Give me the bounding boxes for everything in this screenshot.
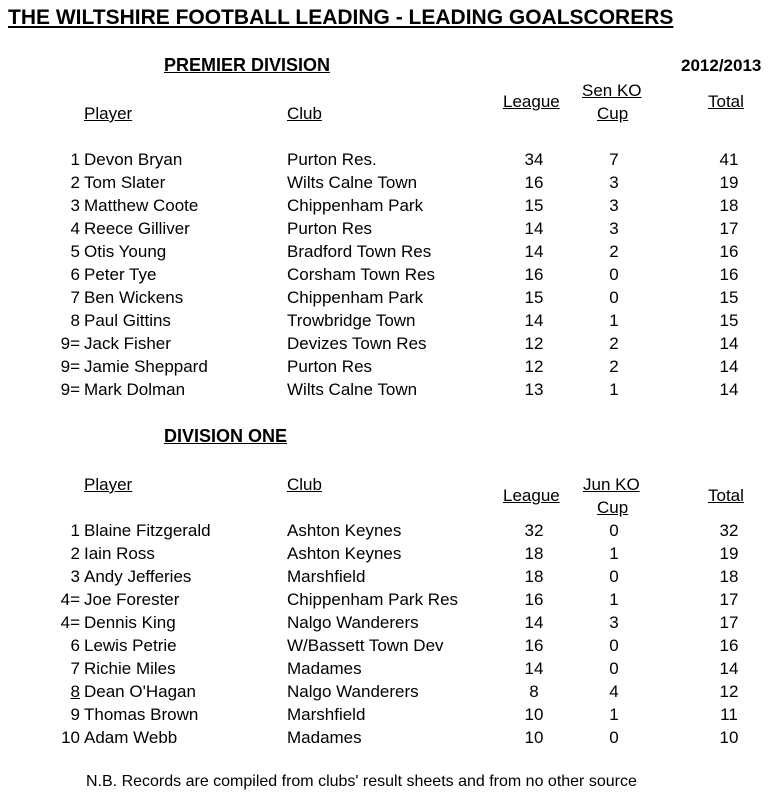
premier-division-heading: PREMIER DIVISION [164, 55, 331, 75]
cup-goals-cell: 3 [609, 196, 619, 215]
total-goals-cell: 17 [719, 219, 739, 238]
player-cell: Jack Fisher [84, 334, 171, 353]
club-cell: Bradford Town Res [287, 242, 432, 261]
cup-goals-cell: 0 [609, 265, 619, 284]
player-cell: Matthew Coote [84, 196, 199, 215]
club-cell: Ashton Keynes [287, 521, 402, 540]
club-cell: Chippenham Park [287, 196, 424, 215]
club-cell: Nalgo Wanderers [287, 613, 419, 632]
club-cell: Nalgo Wanderers [287, 682, 419, 701]
league-goals-cell: 13 [524, 380, 544, 399]
club-cell: Purton Res [287, 219, 373, 238]
total-goals-cell: 15 [719, 288, 739, 307]
league-goals-cell: 18 [524, 544, 544, 563]
premier-col-league: League [503, 92, 560, 111]
total-goals-cell: 14 [719, 380, 739, 399]
player-cell: Andy Jefferies [84, 567, 192, 586]
div1-col-club: Club [287, 475, 322, 494]
club-cell: Madames [287, 728, 362, 747]
premier-col-cup-line1: Sen KO [582, 81, 642, 100]
div1-table-row [0, 682, 781, 705]
total-goals-cell: 16 [719, 265, 739, 284]
premier-col-total: Total [708, 92, 744, 111]
total-goals-cell: 16 [719, 242, 739, 261]
rank-cell: 4= [60, 590, 80, 609]
div1-table-row [0, 636, 781, 659]
cup-goals-cell: 2 [609, 357, 619, 376]
league-goals-cell: 32 [524, 521, 544, 540]
cup-goals-cell: 7 [609, 150, 619, 169]
player-cell: Joe Forester [84, 590, 180, 609]
rank-cell: 4 [70, 219, 80, 238]
premier-table-row [0, 380, 781, 403]
cup-goals-cell: 0 [609, 521, 619, 540]
rank-cell: 9= [60, 334, 80, 353]
total-goals-cell: 10 [719, 728, 739, 747]
cup-goals-cell: 4 [609, 682, 619, 701]
rank-cell: 6 [70, 265, 80, 284]
league-goals-cell: 14 [524, 613, 544, 632]
club-cell: Purton Res [287, 357, 373, 376]
player-cell: Dean O'Hagan [84, 682, 196, 701]
cup-goals-cell: 1 [609, 705, 619, 724]
league-goals-cell: 10 [524, 728, 544, 747]
player-cell: Richie Miles [84, 659, 176, 678]
cup-goals-cell: 2 [609, 334, 619, 353]
player-cell: Jamie Sheppard [84, 357, 208, 376]
player-cell: Paul Gittins [84, 311, 171, 330]
total-goals-cell: 32 [719, 521, 739, 540]
rank-cell: 9 [70, 705, 80, 724]
league-goals-cell: 14 [524, 311, 544, 330]
club-cell: Marshfield [287, 567, 366, 586]
div1-col-player: Player [84, 475, 133, 494]
div1-table-row [0, 728, 781, 751]
club-cell: Purton Res. [287, 150, 377, 169]
premier-table-row [0, 196, 781, 219]
league-goals-cell: 12 [524, 357, 544, 376]
total-goals-cell: 41 [719, 150, 739, 169]
club-cell: Marshfield [287, 705, 366, 724]
club-cell: Madames [287, 659, 362, 678]
div1-col-league: League [503, 486, 560, 505]
club-cell: Trowbridge Town [287, 311, 416, 330]
premier-table-row [0, 150, 781, 173]
premier-table-row [0, 357, 781, 380]
league-goals-cell: 16 [524, 590, 544, 609]
premier-table-row [0, 219, 781, 242]
rank-cell: 2 [70, 173, 80, 192]
cup-goals-cell: 0 [609, 636, 619, 655]
club-cell: Corsham Town Res [287, 265, 436, 284]
league-goals-cell: 14 [524, 659, 544, 678]
premier-table-row [0, 173, 781, 196]
total-goals-cell: 18 [719, 567, 739, 586]
rank-cell: 10 [61, 728, 80, 747]
player-cell: Dennis King [84, 613, 176, 632]
div1-col-cup-line1: Jun KO [583, 475, 640, 494]
cup-goals-cell: 3 [609, 173, 619, 192]
total-goals-cell: 11 [720, 705, 738, 724]
rank-cell: 5 [70, 242, 80, 261]
div1-table-row [0, 567, 781, 590]
club-cell: Devizes Town Res [287, 334, 427, 353]
rank-cell: 3 [70, 196, 80, 215]
cup-goals-cell: 1 [609, 544, 619, 563]
club-cell: Ashton Keynes [287, 544, 402, 563]
total-goals-cell: 19 [719, 173, 739, 192]
premier-col-player: Player [84, 104, 133, 123]
rank-cell: 8 [70, 682, 80, 701]
rank-cell: 2 [70, 544, 80, 563]
player-cell: Adam Webb [84, 728, 178, 747]
player-cell: Blaine Fitzgerald [84, 521, 211, 540]
season-label: 2012/2013 [681, 56, 762, 75]
league-goals-cell: 10 [524, 705, 544, 724]
div1-table-row [0, 521, 781, 544]
premier-table-row [0, 265, 781, 288]
premier-col-club: Club [287, 104, 322, 123]
league-goals-cell: 12 [524, 334, 544, 353]
total-goals-cell: 17 [719, 590, 739, 609]
premier-table-row [0, 334, 781, 357]
player-cell: Peter Tye [84, 265, 157, 284]
player-cell: Iain Ross [84, 544, 155, 563]
footnote: N.B. Records are compiled from clubs' result sheets and from no other source [86, 773, 637, 790]
rank-cell: 9= [60, 380, 80, 399]
total-goals-cell: 16 [719, 636, 739, 655]
player-cell: Mark Dolman [84, 380, 186, 399]
league-goals-cell: 34 [524, 150, 544, 169]
league-goals-cell: 16 [524, 636, 544, 655]
cup-goals-cell: 0 [609, 728, 619, 747]
total-goals-cell: 18 [719, 196, 739, 215]
player-cell: Lewis Petrie [84, 636, 177, 655]
division-one-heading: DIVISION ONE [164, 426, 288, 446]
player-cell: Tom Slater [84, 173, 166, 192]
league-goals-cell: 16 [524, 173, 544, 192]
rank-cell: 3 [70, 567, 80, 586]
div1-col-cup-line2: Cup [597, 498, 629, 517]
div1-table-row [0, 613, 781, 636]
club-cell: Wilts Calne Town [287, 173, 418, 192]
div1-table-row [0, 659, 781, 682]
cup-goals-cell: 0 [609, 659, 619, 678]
total-goals-cell: 14 [719, 357, 739, 376]
total-goals-cell: 14 [719, 659, 739, 678]
div1-table-row [0, 544, 781, 567]
league-goals-cell: 15 [524, 288, 544, 307]
league-goals-cell: 14 [524, 219, 544, 238]
club-cell: W/Bassett Town Dev [287, 636, 444, 655]
page-title: THE WILTSHIRE FOOTBALL LEADING - LEADING GOALSCORERS [8, 6, 674, 29]
rank-cell: 8 [70, 311, 80, 330]
rank-cell: 6 [70, 636, 80, 655]
cup-goals-cell: 0 [609, 288, 619, 307]
rank-cell: 1 [70, 521, 80, 540]
total-goals-cell: 14 [719, 334, 739, 353]
league-goals-cell: 14 [524, 242, 544, 261]
player-cell: Otis Young [84, 242, 167, 261]
cup-goals-cell: 3 [609, 613, 619, 632]
player-cell: Reece Gilliver [84, 219, 190, 238]
cup-goals-cell: 1 [609, 380, 619, 399]
cup-goals-cell: 3 [609, 219, 619, 238]
player-cell: Devon Bryan [84, 150, 183, 169]
player-cell: Ben Wickens [84, 288, 184, 307]
rank-cell: 4= [60, 613, 80, 632]
rank-cell: 7 [70, 659, 80, 678]
premier-table-row [0, 242, 781, 265]
league-goals-cell: 18 [524, 567, 544, 586]
club-cell: Chippenham Park [287, 288, 424, 307]
cup-goals-cell: 2 [609, 242, 619, 261]
total-goals-cell: 19 [719, 544, 739, 563]
premier-table-row [0, 288, 781, 311]
league-goals-cell: 8 [529, 682, 539, 701]
total-goals-cell: 12 [719, 682, 739, 701]
rank-cell: 9= [60, 357, 80, 376]
club-cell: Wilts Calne Town [287, 380, 418, 399]
total-goals-cell: 15 [719, 311, 739, 330]
league-goals-cell: 15 [524, 196, 544, 215]
rank-cell: 1 [70, 150, 80, 169]
div1-col-total: Total [708, 486, 744, 505]
total-goals-cell: 17 [719, 613, 739, 632]
player-cell: Thomas Brown [84, 705, 199, 724]
premier-col-cup-line2: Cup [597, 104, 629, 123]
league-goals-cell: 16 [524, 265, 544, 284]
premier-table-row [0, 311, 781, 334]
cup-goals-cell: 1 [609, 590, 619, 609]
cup-goals-cell: 0 [609, 567, 619, 586]
div1-table-row [0, 705, 781, 728]
cup-goals-cell: 1 [609, 311, 619, 330]
div1-table-row [0, 590, 781, 613]
club-cell: Chippenham Park Res [287, 590, 459, 609]
rank-cell: 7 [70, 288, 80, 307]
